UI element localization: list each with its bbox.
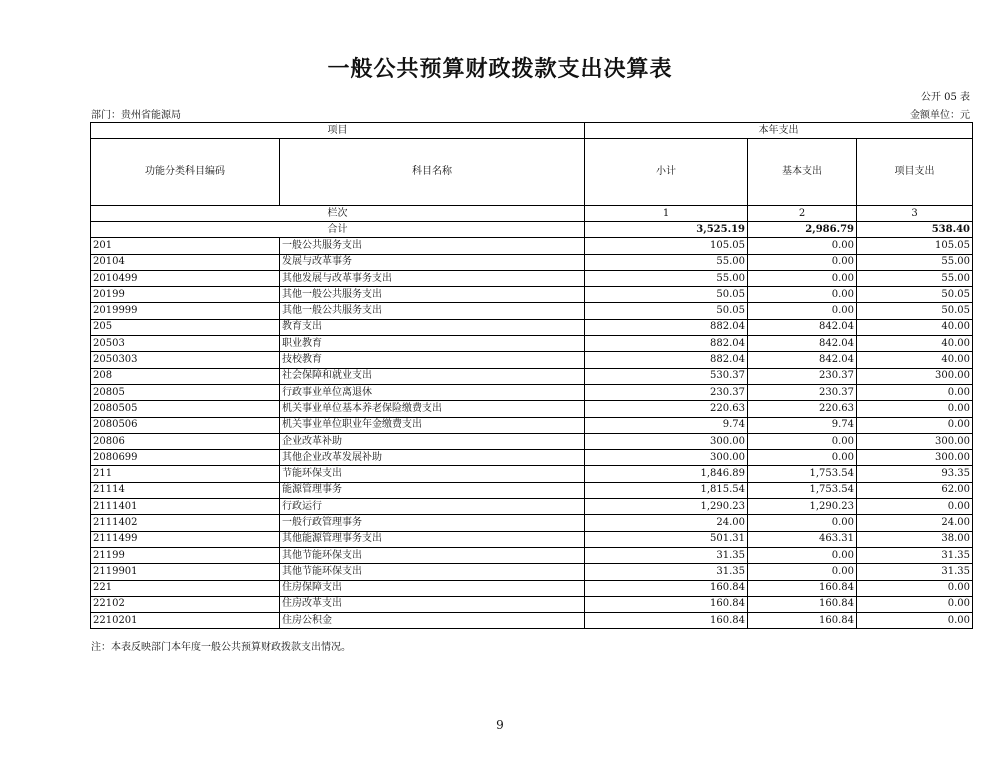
row-basic: 220.63 [748, 401, 857, 417]
row-code: 205 [91, 319, 280, 335]
row-name: 能源管理事务 [280, 482, 585, 498]
row-subtotal: 9.74 [585, 417, 748, 433]
row-basic: 842.04 [748, 336, 857, 352]
row-name: 机关事业单位基本养老保险缴费支出 [280, 401, 585, 417]
row-subtotal: 230.37 [585, 384, 748, 400]
row-basic: 0.00 [748, 433, 857, 449]
total-project: 538.40 [857, 222, 973, 238]
row-code: 20104 [91, 254, 280, 270]
row-basic: 0.00 [748, 238, 857, 254]
row-basic: 0.00 [748, 303, 857, 319]
row-basic: 0.00 [748, 547, 857, 563]
table-row [91, 384, 973, 400]
row-basic: 0.00 [748, 450, 857, 466]
row-subtotal: 501.31 [585, 531, 748, 547]
row-name: 教育支出 [280, 319, 585, 335]
page-title: 一般公共预算财政拨款支出决算表 [327, 56, 673, 82]
row-code: 2111401 [91, 499, 280, 515]
table-row [91, 401, 973, 417]
row-code: 2111499 [91, 531, 280, 547]
row-subtotal: 55.00 [585, 254, 748, 270]
row-subtotal: 882.04 [585, 352, 748, 368]
row-code: 21114 [91, 482, 280, 498]
row-project: 24.00 [857, 515, 973, 531]
column-number-2: 2 [748, 206, 857, 222]
row-project: 31.35 [857, 564, 973, 580]
header-subtotal: 小计 [585, 139, 748, 206]
row-name: 其他节能环保支出 [280, 564, 585, 580]
row-project: 55.00 [857, 254, 973, 270]
row-code: 201 [91, 238, 280, 254]
row-subtotal: 160.84 [585, 580, 748, 596]
row-subtotal: 31.35 [585, 547, 748, 563]
header-row-2 [91, 139, 973, 206]
row-basic: 9.74 [748, 417, 857, 433]
column-number-1: 1 [585, 206, 748, 222]
row-code: 2080506 [91, 417, 280, 433]
row-subtotal: 1,290.23 [585, 499, 748, 515]
row-subtotal: 300.00 [585, 433, 748, 449]
row-project: 38.00 [857, 531, 973, 547]
row-code: 2111402 [91, 515, 280, 531]
header-project-expense: 项目支出 [857, 139, 973, 206]
row-name: 一般公共服务支出 [280, 238, 585, 254]
table-row [91, 303, 973, 319]
column-number-row [91, 206, 973, 222]
row-code: 20199 [91, 287, 280, 303]
row-project: 0.00 [857, 613, 973, 629]
row-project: 40.00 [857, 319, 973, 335]
row-name: 企业改革补助 [280, 433, 585, 449]
table-row [91, 433, 973, 449]
column-row-label: 栏次 [91, 206, 585, 222]
row-project: 93.35 [857, 466, 973, 482]
table-row [91, 450, 973, 466]
table-row [91, 352, 973, 368]
form-number: 公开 05 表 [920, 92, 970, 103]
row-basic: 230.37 [748, 384, 857, 400]
row-subtotal: 530.37 [585, 368, 748, 384]
table-row [91, 564, 973, 580]
row-code: 21199 [91, 547, 280, 563]
row-code: 2019999 [91, 303, 280, 319]
row-project: 0.00 [857, 596, 973, 612]
header-name: 科目名称 [280, 139, 585, 206]
row-basic: 1,290.23 [748, 499, 857, 515]
row-project: 0.00 [857, 417, 973, 433]
row-name: 行政事业单位离退休 [280, 384, 585, 400]
row-code: 20806 [91, 433, 280, 449]
row-name: 其他能源管理事务支出 [280, 531, 585, 547]
row-basic: 160.84 [748, 580, 857, 596]
row-code: 2050303 [91, 352, 280, 368]
header-code: 功能分类科目编码 [91, 139, 280, 206]
row-project: 40.00 [857, 336, 973, 352]
row-name: 其他企业改革发展补助 [280, 450, 585, 466]
table-row [91, 336, 973, 352]
row-name: 其他节能环保支出 [280, 547, 585, 563]
row-code: 2080699 [91, 450, 280, 466]
row-project: 50.05 [857, 287, 973, 303]
row-basic: 160.84 [748, 613, 857, 629]
row-subtotal: 300.00 [585, 450, 748, 466]
page-number: 9 [496, 718, 504, 732]
table-row [91, 613, 973, 629]
row-code: 208 [91, 368, 280, 384]
header-project: 项目 [91, 123, 585, 139]
row-name: 其他一般公共服务支出 [280, 303, 585, 319]
row-project: 31.35 [857, 547, 973, 563]
row-subtotal: 160.84 [585, 596, 748, 612]
column-number-3: 3 [857, 206, 973, 222]
table-row [91, 531, 973, 547]
table-row [91, 482, 973, 498]
row-basic: 160.84 [748, 596, 857, 612]
row-name: 住房改革支出 [280, 596, 585, 612]
row-subtotal: 105.05 [585, 238, 748, 254]
header-row-1 [91, 123, 973, 139]
table-row [91, 580, 973, 596]
row-code: 221 [91, 580, 280, 596]
total-label: 合计 [91, 222, 585, 238]
row-subtotal: 882.04 [585, 319, 748, 335]
row-project: 55.00 [857, 270, 973, 286]
row-code: 2010499 [91, 270, 280, 286]
row-basic: 0.00 [748, 287, 857, 303]
row-name: 行政运行 [280, 499, 585, 515]
header-basic: 基本支出 [748, 139, 857, 206]
table-row [91, 466, 973, 482]
row-code: 2080505 [91, 401, 280, 417]
table-body [91, 123, 973, 629]
row-name: 其他发展与改革事务支出 [280, 270, 585, 286]
row-subtotal: 50.05 [585, 287, 748, 303]
row-code: 2210201 [91, 613, 280, 629]
row-code: 22102 [91, 596, 280, 612]
row-project: 50.05 [857, 303, 973, 319]
row-subtotal: 24.00 [585, 515, 748, 531]
table-note: 注：本表反映部门本年度一般公共预算财政拨款支出情况。 [91, 642, 351, 653]
row-project: 300.00 [857, 368, 973, 384]
row-name: 住房保障支出 [280, 580, 585, 596]
table-row [91, 596, 973, 612]
row-code: 211 [91, 466, 280, 482]
row-code: 20503 [91, 336, 280, 352]
row-subtotal: 31.35 [585, 564, 748, 580]
table-row [91, 287, 973, 303]
row-name: 节能环保支出 [280, 466, 585, 482]
row-project: 300.00 [857, 450, 973, 466]
row-basic: 1,753.54 [748, 482, 857, 498]
row-basic: 842.04 [748, 319, 857, 335]
row-name: 职业教育 [280, 336, 585, 352]
row-project: 0.00 [857, 580, 973, 596]
row-code: 2119901 [91, 564, 280, 580]
row-subtotal: 220.63 [585, 401, 748, 417]
row-subtotal: 160.84 [585, 613, 748, 629]
row-code: 20805 [91, 384, 280, 400]
header-current-year-expense: 本年支出 [585, 123, 973, 139]
amount-unit-label: 金额单位：元 [910, 110, 970, 121]
row-basic: 0.00 [748, 254, 857, 270]
row-subtotal: 1,815.54 [585, 482, 748, 498]
row-project: 0.00 [857, 384, 973, 400]
table-row [91, 238, 973, 254]
table-row [91, 515, 973, 531]
row-basic: 0.00 [748, 515, 857, 531]
total-subtotal: 3,525.19 [585, 222, 748, 238]
row-name: 其他一般公共服务支出 [280, 287, 585, 303]
row-subtotal: 55.00 [585, 270, 748, 286]
row-basic: 1,753.54 [748, 466, 857, 482]
total-row [91, 222, 973, 238]
table-row [91, 499, 973, 515]
total-basic: 2,986.79 [748, 222, 857, 238]
row-project: 40.00 [857, 352, 973, 368]
row-basic: 463.31 [748, 531, 857, 547]
row-project: 0.00 [857, 499, 973, 515]
expenditure-table [90, 122, 973, 629]
row-name: 发展与改革事务 [280, 254, 585, 270]
table-row [91, 319, 973, 335]
table-row [91, 547, 973, 563]
row-subtotal: 1,846.89 [585, 466, 748, 482]
row-basic: 230.37 [748, 368, 857, 384]
row-project: 0.00 [857, 401, 973, 417]
table-row [91, 254, 973, 270]
row-subtotal: 50.05 [585, 303, 748, 319]
row-name: 一般行政管理事务 [280, 515, 585, 531]
row-basic: 0.00 [748, 564, 857, 580]
table-row [91, 270, 973, 286]
row-basic: 842.04 [748, 352, 857, 368]
row-project: 62.00 [857, 482, 973, 498]
department-label: 部门：贵州省能源局 [91, 110, 181, 121]
row-basic: 0.00 [748, 270, 857, 286]
row-name: 技校教育 [280, 352, 585, 368]
row-project: 300.00 [857, 433, 973, 449]
row-project: 105.05 [857, 238, 973, 254]
table-row [91, 417, 973, 433]
row-name: 社会保障和就业支出 [280, 368, 585, 384]
table-row [91, 368, 973, 384]
row-name: 机关事业单位职业年金缴费支出 [280, 417, 585, 433]
row-name: 住房公积金 [280, 613, 585, 629]
row-subtotal: 882.04 [585, 336, 748, 352]
